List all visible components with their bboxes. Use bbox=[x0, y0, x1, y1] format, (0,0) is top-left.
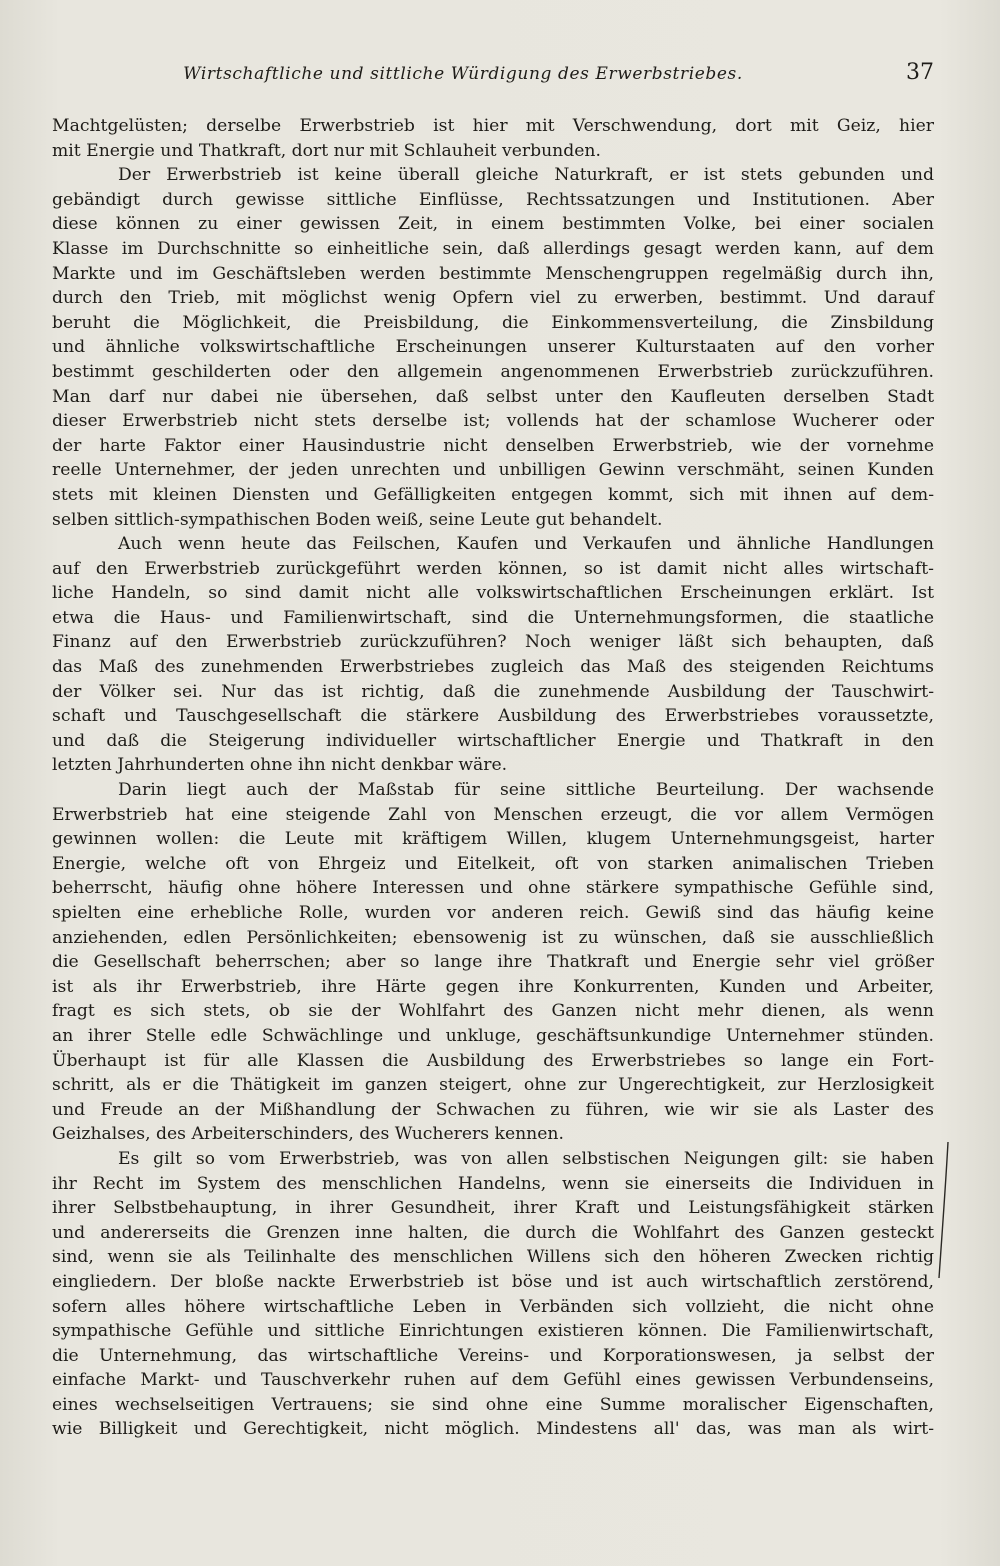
text-line: schritt, als er die Thätigkeit im ganzen steigert, ohne zur Ungerechtigkeit, zur Herzlosigkeit bbox=[52, 1075, 934, 1096]
text-line: liche Handeln, so sind damit nicht alle volkswirtschaftlichen Erscheinungen erklärt. Ist bbox=[52, 583, 934, 604]
text-line: schaft und Tauschgesellschaft die stärkere Ausbildung des Erwerbstriebes voraussetzte, bbox=[52, 706, 934, 727]
text-line: Markte und im Geschäftsleben werden bestimmte Menschengruppen regelmäßig durch ihn, bbox=[52, 263, 934, 284]
text-line: beruht die Möglichkeit, die Preisbildung, die Einkommensverteilung, die Zinsbildung bbox=[52, 312, 934, 333]
text-line: beherrscht, häufig ohne höhere Interessen und ohne stärkere sympathische Gefühle sind, bbox=[52, 878, 934, 899]
text-line: Es gilt so vom Erwerbstrieb, was von allen selbstischen Neigungen gilt: sie haben bbox=[118, 1148, 934, 1169]
text-line: die Unternehmung, das wirtschaftliche Vereins- und Korporationswesen, ja selbst der bbox=[52, 1345, 934, 1366]
text-line: auf den Erwerbstrieb zurückgeführt werden können, so ist damit nicht alles wirtschaft- bbox=[52, 558, 934, 579]
text-line: sympathische Gefühle und sittliche Einrichtungen existieren können. Die Familienwirtschaft, bbox=[52, 1321, 934, 1342]
text-line: und ähnliche volkswirtschaftliche Erscheinungen unserer Kulturstaaten auf den vorher bbox=[52, 337, 934, 358]
text-line: Erwerbstrieb hat eine steigende Zahl von Menschen erzeugt, die vor allem Vermögen bbox=[52, 804, 934, 825]
text-line: und daß die Steigerung individueller wirtschaftlicher Energie und Thatkraft in den bbox=[52, 730, 934, 751]
body-text bbox=[52, 114, 934, 1442]
text-line: eingliedern. Der bloße nackte Erwerbstrieb ist böse und ist auch wirtschaftlich zerstörend, bbox=[52, 1271, 934, 1292]
text-line: und Freude an der Mißhandlung der Schwachen zu führen, wie wir sie als Laster des bbox=[52, 1099, 934, 1120]
text-line: mit Energie und Thatkraft, dort nur mit Schlauheit verbunden. bbox=[52, 140, 601, 161]
text-line: selben sittlich-sympathischen Boden weiß, seine Leute gut behandelt. bbox=[52, 509, 663, 530]
text-line: Finanz auf den Erwerbstrieb zurückzuführen? Noch weniger läßt sich behaupten, daß bbox=[52, 632, 934, 653]
text-line: Machtgelüsten; derselbe Erwerbstrieb ist hier mit Verschwendung, dort mit Geiz, hier bbox=[52, 116, 934, 136]
text-line: ihrer Selbstbehauptung, in ihrer Gesundheit, ihrer Kraft und Leistungsfähigkeit stärken bbox=[52, 1198, 934, 1219]
text-line: das Maß des zunehmenden Erwerbstriebes zugleich das Maß des steigenden Reichtums bbox=[52, 657, 934, 678]
text-line: Darin liegt auch der Maßstab für seine sittliche Beurteilung. Der wachsende bbox=[118, 780, 934, 801]
text-line: an ihrer Stelle edle Schwächlinge und unkluge, geschäftsunkundige Unternehmer stünden. bbox=[52, 1025, 934, 1046]
text-line: spielten eine erhebliche Rolle, wurden vor anderen reich. Gewiß sind das häufig keine bbox=[52, 903, 934, 923]
text-line: reelle Unternehmer, der jeden unrechten und unbilligen Gewinn verschmäht, seinen Kunden bbox=[52, 460, 934, 481]
text-line: Überhaupt ist für alle Klassen die Ausbildung des Erwerbstriebes so lange ein Fort- bbox=[52, 1050, 934, 1071]
text-line: Der Erwerbstrieb ist keine überall gleiche Naturkraft, er ist stets gebunden und bbox=[118, 165, 934, 186]
text-line: ist als ihr Erwerbstrieb, ihre Härte gegen ihre Konkurrenten, Kunden und Arbeiter, bbox=[52, 976, 934, 997]
margin-pencil-mark bbox=[934, 1140, 954, 1280]
text-line: Klasse im Durchschnitte so einheitliche sein, daß allerdings gesagt werden kann, auf dem bbox=[52, 238, 934, 259]
text-line: bestimmt geschilderten oder den allgemein angenommenen Erwerbstrieb zurückzuführen. bbox=[52, 361, 934, 382]
text-line: dieser Erwerbstrieb nicht stets derselbe ist; vollends hat der schamlose Wucherer oder bbox=[52, 411, 934, 432]
text-line: sind, wenn sie als Teilinhalte des menschlichen Willens sich den höheren Zwecken richtig bbox=[52, 1247, 934, 1268]
text-line: sofern alles höhere wirtschaftliche Leben in Verbänden sich vollzieht, die nicht ohne bbox=[52, 1296, 934, 1317]
text-line: gebändigt durch gewisse sittliche Einflüsse, Rechtssatzungen und Institutionen. Aber bbox=[52, 189, 934, 210]
text-line: gewinnen wollen: die Leute mit kräftigem Willen, klugem Unternehmungsgeist, harter bbox=[52, 829, 934, 850]
text-line: der Völker sei. Nur das ist richtig, daß die zunehmende Ausbildung der Tauschwirt- bbox=[52, 681, 934, 702]
text-line: fragt es sich stets, ob sie der Wohlfahrt des Ganzen nicht mehr dienen, als wenn bbox=[52, 1001, 934, 1022]
text-line: einfache Markt- und Tauschverkehr ruhen auf dem Gefühl eines gewissen Verbundenseins, bbox=[52, 1370, 934, 1391]
text-line: letzten Jahrhunderten ohne ihn nicht denkbar wäre. bbox=[52, 755, 508, 776]
text-line: und andererseits die Grenzen inne halten, die durch die Wohlfahrt des Ganzen gesteckt bbox=[52, 1222, 934, 1243]
text-line: durch den Trieb, mit möglichst wenig Opfern viel zu erwerben, bestimmt. Und darauf bbox=[52, 288, 934, 309]
text-line: wie Billigkeit und Gerechtigkeit, nicht möglich. Mindestens all' das, was man als wirt- bbox=[52, 1419, 934, 1440]
text-line: Energie, welche oft von Ehrgeiz und Eitelkeit, oft von starken animalischen Trieben bbox=[52, 853, 934, 874]
text-line: der harte Faktor einer Hausindustrie nicht denselben Erwerbstrieb, wie der vornehme bbox=[52, 435, 934, 456]
text-line: Geizhalses, des Arbeiterschinders, des Wucherers kennen. bbox=[52, 1124, 564, 1145]
text-line: die Gesellschaft beherrschen; aber so lange ihre Thatkraft und Energie sehr viel größer bbox=[52, 952, 934, 973]
text-line: stets mit kleinen Diensten und Gefälligkeiten entgegen kommt, sich mit ihnen auf dem- bbox=[52, 484, 934, 505]
text-line: anziehenden, edlen Persönlichkeiten; ebensowenig ist zu wünschen, daß sie ausschließlich bbox=[52, 927, 934, 948]
text-line: Auch wenn heute das Feilschen, Kaufen und Verkaufen und ähnliche Handlungen bbox=[118, 534, 934, 555]
text-line: ihr Recht im System des menschlichen Handelns, wenn sie einerseits die Individuen in bbox=[52, 1173, 934, 1194]
text-line: eines wechselseitigen Vertrauens; sie sind ohne eine Summe moralischer Eigenschaften, bbox=[52, 1394, 934, 1415]
text-line: etwa die Haus- und Familienwirtschaft, sind die Unternehmungsformen, die staatliche bbox=[52, 607, 934, 628]
running-title: Wirtschaftliche und sittliche Würdigung des Erwerbstriebes. bbox=[183, 64, 743, 84]
text-line: diese können zu einer gewissen Zeit, in einem bestimmten Volke, bei einer socialen bbox=[52, 214, 934, 235]
page-header bbox=[52, 60, 934, 96]
page-number: 37 bbox=[906, 60, 934, 85]
text-line: Man darf nur dabei nie übersehen, daß selbst unter den Kaufleuten derselben Stadt bbox=[52, 386, 934, 407]
